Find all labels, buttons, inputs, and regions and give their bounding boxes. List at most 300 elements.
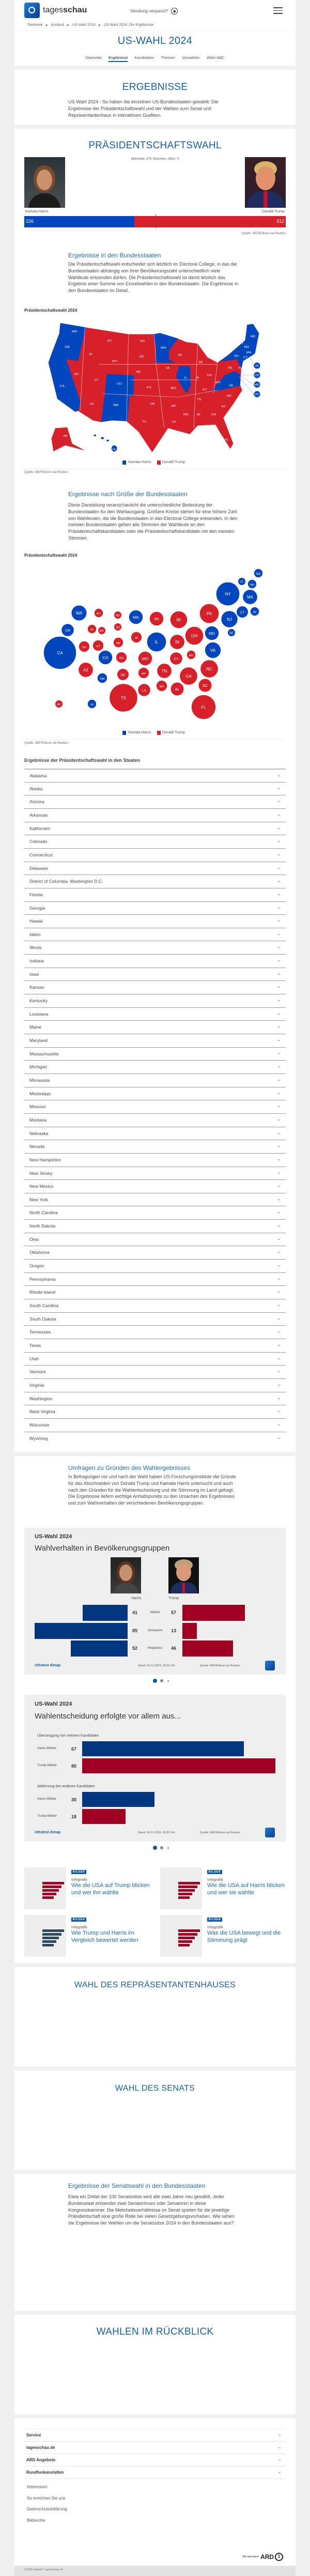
footer-link[interactable]: Bildrechte <box>27 2518 45 2523</box>
chevron-down-icon[interactable]: ⌄ <box>277 1156 281 1161</box>
trump-bar <box>182 1640 233 1657</box>
state-accordion-item[interactable] <box>24 1272 286 1286</box>
map-state-label[interactable]: WA <box>71 330 77 333</box>
state-accordion-item[interactable] <box>24 1418 286 1432</box>
legend-trump-label: Donald Trump <box>162 461 185 464</box>
state-accordion-item[interactable] <box>24 875 286 888</box>
map-state-label[interactable]: VA <box>228 384 234 388</box>
map-state-label[interactable]: VT <box>239 342 244 345</box>
map-state-label[interactable]: WI <box>178 354 182 357</box>
state-accordion-item[interactable] <box>24 769 286 782</box>
state-accordion-item[interactable] <box>24 1127 286 1140</box>
map-state-label[interactable]: KS <box>147 386 151 389</box>
state-name: Oklahoma <box>29 1250 50 1255</box>
state-accordion-item[interactable] <box>24 941 286 954</box>
state-accordion-item[interactable] <box>24 1074 286 1087</box>
chevron-down-icon[interactable]: ⌄ <box>277 998 281 1003</box>
teaser-thumbnail[interactable] <box>160 1915 202 1957</box>
map-state-label[interactable]: MN <box>161 346 166 350</box>
state-name: Kansas <box>29 985 44 990</box>
chevron-down-icon[interactable]: ⌄ <box>277 2444 282 2449</box>
bubble-label: SC <box>203 684 208 688</box>
state-accordion-item[interactable] <box>24 1259 286 1272</box>
thumbnail-bar <box>42 1885 61 1888</box>
legend-harris-label: Kamala Harris <box>128 731 151 734</box>
tagesschau-logo-icon <box>265 1828 275 1837</box>
footer-link[interactable]: Impressum <box>27 2485 48 2489</box>
state-name: South Carolina <box>29 1303 59 1308</box>
decision-value: 30 <box>71 1797 77 1802</box>
teaser-title-link[interactable]: Wie die USA auf Harris blicken und wer sie wählte <box>207 1882 285 1896</box>
chevron-down-icon[interactable]: ⌄ <box>277 984 281 989</box>
tab-ergebnisse[interactable]: Ergebnisse <box>109 55 128 62</box>
bubble-label: KY <box>174 657 179 661</box>
chevron-down-icon[interactable]: ⌄ <box>277 1183 281 1188</box>
state-accordion-item[interactable] <box>24 782 286 795</box>
voter-group-label: Harris-Wähler <box>37 1747 57 1750</box>
map-state-label[interactable]: OH <box>207 374 212 377</box>
state-accordion-item[interactable] <box>24 1392 286 1405</box>
breadcrumb-item[interactable]: Startseite <box>27 23 43 27</box>
map-state-label[interactable]: CA <box>59 384 65 388</box>
state-accordion-item[interactable] <box>24 1179 286 1193</box>
decision-section-label: Überzeugung von meinem Kandidaten <box>37 1734 99 1738</box>
bubble-label: AL <box>175 687 180 692</box>
map-state-label[interactable]: MA <box>246 350 252 355</box>
chevron-down-icon[interactable]: ⌄ <box>277 1408 281 1414</box>
state-accordion-item[interactable] <box>24 1299 286 1312</box>
chevron-down-icon[interactable]: ⌄ <box>277 1077 281 1082</box>
chevron-down-icon[interactable]: ⌄ <box>277 904 281 910</box>
map-state-label[interactable]: AK <box>63 434 68 438</box>
map-state-label[interactable]: MO <box>171 386 176 390</box>
trump-bar <box>182 1605 245 1621</box>
teaser-badge: BILDER <box>71 1918 86 1922</box>
decision-value: 67 <box>71 1746 77 1752</box>
state-accordion-item[interactable] <box>24 1193 286 1206</box>
teaser-title-link[interactable]: Wie die USA auf Trump blicken und wer ihn wählte <box>71 1882 150 1896</box>
chevron-down-icon[interactable]: ⌄ <box>277 1223 281 1228</box>
state-name: North Dakota <box>29 1223 56 1229</box>
map-state-label[interactable]: OK <box>150 402 155 406</box>
map-state-label[interactable]: SD <box>139 355 144 359</box>
state-accordion-item[interactable] <box>24 928 286 941</box>
map-state-label[interactable]: PA <box>227 366 233 370</box>
map-state-label[interactable]: IL <box>184 376 188 380</box>
chevron-down-icon[interactable]: ⌄ <box>277 1382 281 1387</box>
thumbnail-bar <box>42 1896 54 1899</box>
bubble-label: NJ <box>227 617 232 622</box>
teaser-badge: BILDER <box>71 1870 86 1874</box>
state-name: District of Columbia, Washington D.C. <box>29 879 103 884</box>
bubble-chart-label: Präsidentschaftswahl 2024 <box>24 553 78 558</box>
map-state-label[interactable]: KY <box>203 388 207 392</box>
chevron-down-icon[interactable]: ⌄ <box>277 1249 281 1254</box>
state-accordion-item[interactable] <box>24 1034 286 1047</box>
bubble-label: UT <box>96 645 100 648</box>
state-name: Nebraska <box>29 1130 49 1136</box>
map-state-label[interactable]: OR <box>65 345 70 349</box>
chevron-down-icon[interactable]: ⌄ <box>277 785 281 790</box>
footer-accordion-tagesschau-de[interactable] <box>24 2442 286 2454</box>
map-state-label[interactable]: AR <box>171 404 176 408</box>
state-name: New Jersey <box>29 1170 53 1176</box>
harris-bar <box>71 1640 128 1657</box>
harris-value: 41 <box>132 1610 138 1615</box>
state-accordion-item[interactable] <box>24 862 286 875</box>
state-accordion-item[interactable] <box>24 1007 286 1021</box>
chevron-down-icon[interactable]: ⌄ <box>277 1329 281 1334</box>
chevron-down-icon[interactable]: ⌄ <box>277 1209 281 1215</box>
carousel-dot[interactable] <box>160 1846 163 1849</box>
map-state-label[interactable]: MT <box>107 339 113 343</box>
thumbnail-bar <box>178 1944 190 1946</box>
carousel-dot[interactable] <box>160 1679 163 1682</box>
chevron-down-icon[interactable]: ⌄ <box>277 1170 281 1175</box>
chevron-down-icon[interactable]: ⌄ <box>277 1289 281 1294</box>
legend-trump-label: Donald Trump <box>162 731 185 734</box>
map-state-label[interactable]: NM <box>113 403 119 407</box>
chevron-down-icon[interactable]: ⌄ <box>277 918 281 923</box>
bubble-label: ND <box>116 614 120 618</box>
state-name: Colorado <box>29 839 48 845</box>
bubble-label: TX <box>120 696 127 700</box>
map-state-label[interactable]: AZ <box>89 402 95 406</box>
bubble-label: MI <box>176 618 181 622</box>
chevron-down-icon[interactable]: ⌄ <box>277 1103 281 1109</box>
survey-panel-decision[interactable] <box>24 1695 286 1842</box>
senate-states-text: Etwa ein Drittel der 100 Senatssitze wird alle zwei Jahre neu gewählt. Jeder Bundesstaat entsendet zwei Senatorinnen oder Senatoren in diese Kongresskammer. Die Mehrheitsverhältnisse im Senat spielen für die jeweilige Präsidentschaft eine große Rolle bei vielen Gesetzgebungsvorhaben. Wie sehen die Ergebnisse der Wahlen um die Senatssitze 2024 in den Bundesstaaten aus? <box>68 2194 235 2226</box>
trump-bar <box>182 1623 197 1639</box>
ard-slogan: Wir sind deins. <box>242 2555 260 2558</box>
map-state-label[interactable]: RI <box>255 364 259 368</box>
carousel-dot-active[interactable] <box>153 1679 157 1683</box>
tab-themen[interactable]: Themen <box>161 55 175 60</box>
state-accordion-item[interactable] <box>24 1047 286 1061</box>
chevron-down-icon[interactable]: ⌄ <box>277 971 281 976</box>
chevron-down-icon[interactable]: ⌄ <box>277 891 281 896</box>
map-chart-label: Präsidentschaftswahl 2024 <box>24 308 78 313</box>
state-name: Idaho <box>29 931 41 937</box>
thumbnail-bar <box>42 1929 64 1932</box>
bubble-label: MT <box>97 612 101 616</box>
state-accordion-item[interactable] <box>24 1100 286 1113</box>
ard-logo[interactable] <box>242 2553 283 2561</box>
map-state-label[interactable]: GA <box>211 413 216 417</box>
chevron-down-icon[interactable]: ⌄ <box>277 865 281 870</box>
state-name: Rhode Island <box>29 1290 56 1295</box>
survey-text: In Befragungen vor und nach der Wahl haben US-Forschungsinstitute die Gründe für das Abschneiden von Donald Trump und Kamala Harris untersucht und auch nach den Gründen für die Wahlentscheidung und die Stimmung im Land gefragt. Die Ergebnisse liefern wichtige Anhaltspunkte zu den Ursachen des Ergebnisses und zum Wahlverhalten der verschiedenen Bevölkerungsgruppen. <box>68 1474 236 1506</box>
history-title: WAHLEN IM RÜCKBLICK <box>96 2326 214 2337</box>
source-note: Quelle: NEP/Edison via Reuters <box>241 232 286 235</box>
group-label: Weiße <box>150 1611 160 1614</box>
map-state-label[interactable]: MS <box>183 413 189 417</box>
chevron-down-icon[interactable]: ⌄ <box>277 2432 282 2437</box>
chevron-down-icon[interactable]: ⌄ <box>277 1435 281 1440</box>
breadcrumb-item[interactable]: Ausland <box>51 23 64 27</box>
map-state-label[interactable]: DE <box>254 374 259 377</box>
missed-show-link[interactable]: Sendung verpasst? <box>130 8 168 13</box>
state-accordion-item[interactable] <box>24 795 286 808</box>
chevron-down-icon[interactable]: ⌄ <box>277 1421 281 1427</box>
state-name: Virginia <box>29 1382 44 1388</box>
map-state-label[interactable]: FL <box>225 438 229 442</box>
bubble-label: NH <box>250 584 254 587</box>
map-state-label[interactable]: ME <box>250 334 256 339</box>
state-name: Indiana <box>29 958 44 964</box>
footer-accordion-ard-angebote[interactable] <box>24 2454 286 2466</box>
state-name: Louisiana <box>29 1011 49 1017</box>
state-accordion-item[interactable] <box>24 1233 286 1246</box>
state-accordion-item[interactable] <box>24 1378 286 1392</box>
state-accordion-item[interactable] <box>24 1153 286 1167</box>
chevron-down-icon[interactable]: ⌄ <box>277 811 281 817</box>
trump-photo <box>168 1557 199 1593</box>
state-accordion-item[interactable] <box>24 954 286 968</box>
tab-vorwahlen[interactable]: Vorwahlen <box>181 55 200 60</box>
state-accordion-item[interactable] <box>24 1325 286 1339</box>
map-state-label[interactable]: SC <box>221 405 226 408</box>
chevron-down-icon[interactable]: ⌄ <box>277 851 281 856</box>
map-state-label[interactable]: HI <box>112 448 116 451</box>
state-accordion-item[interactable] <box>24 888 286 901</box>
bubble-label: OK <box>120 673 126 677</box>
chevron-down-icon[interactable]: ⌄ <box>277 958 281 963</box>
state-accordion-item[interactable] <box>24 1167 286 1180</box>
trump-name: Donald Trump <box>262 210 285 213</box>
state-accordion-item[interactable] <box>24 1339 286 1352</box>
bubble-label: KS <box>119 657 123 660</box>
carousel-dot-active[interactable] <box>153 1846 157 1850</box>
state-name: North Carolina <box>29 1210 58 1216</box>
thumbnail-bar <box>178 1929 200 1932</box>
state-name: Arkansas <box>29 812 48 818</box>
bubble-label: IA <box>135 637 138 640</box>
chevron-down-icon[interactable]: ⌄ <box>277 1302 281 1307</box>
state-name: Hawaii <box>29 918 43 924</box>
state-bubble-chart[interactable] <box>0 0 310 734</box>
state-name: Tennessee <box>29 1329 51 1335</box>
map-state-label[interactable]: NV <box>74 373 79 376</box>
map-state-label[interactable]: NH <box>244 345 249 349</box>
chevron-down-icon[interactable]: ⌄ <box>277 838 281 844</box>
breadcrumb-separator-icon: ▶ <box>45 24 48 27</box>
logo-light: tages <box>43 6 64 14</box>
state-accordion-item[interactable] <box>24 822 286 835</box>
map-state-label[interactable]: TN <box>196 397 202 402</box>
chevron-down-icon[interactable]: ⌄ <box>277 2457 282 2462</box>
teaser-kicker: Infografik <box>207 1877 223 1882</box>
state-accordion-item[interactable] <box>24 848 286 862</box>
states-heading: Ergebnisse in den Bundesstaaten <box>68 252 161 259</box>
state-name: Alaska <box>29 786 43 791</box>
map-state-label[interactable]: AL <box>196 413 201 417</box>
footer-accordion-rundfunkanstalten[interactable] <box>24 2466 286 2479</box>
map-state-label[interactable]: MI <box>198 361 203 364</box>
survey-panel-groups[interactable] <box>24 1528 286 1675</box>
harris-photo <box>111 1557 141 1593</box>
map-state-label[interactable]: ID <box>89 352 92 356</box>
map-state-label[interactable]: NE <box>136 370 141 374</box>
chevron-down-icon[interactable]: ⌄ <box>277 1024 281 1029</box>
chevron-down-icon[interactable]: ⌄ <box>277 1090 281 1095</box>
bubble-label: SD <box>116 626 120 630</box>
map-state-label[interactable]: MD <box>254 383 260 387</box>
harris-bar <box>35 1623 128 1639</box>
state-name: Illinois <box>29 945 42 950</box>
state-name: Oregon <box>29 1263 44 1269</box>
chevron-down-icon[interactable]: ⌄ <box>277 1196 281 1201</box>
state-accordion-item[interactable] <box>24 1312 286 1326</box>
state-accordion-item[interactable] <box>24 808 286 822</box>
chevron-down-icon[interactable]: ⌄ <box>277 1236 281 1241</box>
tab-startseite[interactable]: Startseite <box>85 55 102 60</box>
state-name: Massachusetts <box>29 1051 59 1056</box>
state-accordion-item[interactable] <box>24 1405 286 1418</box>
tab-wahl-abc[interactable]: Wahl-ABC <box>206 55 225 60</box>
map-state-label[interactable]: WV <box>215 381 221 385</box>
map-state-label[interactable]: NY <box>234 354 239 358</box>
trump-electoral-votes: 312 <box>276 219 284 224</box>
voter-group-label: Trump-Wähler <box>37 1764 57 1767</box>
state-accordion-item[interactable] <box>24 1060 286 1074</box>
thumbnail-bar <box>42 1933 61 1936</box>
thumbnail-bar <box>42 1937 59 1939</box>
teaser-thumbnail[interactable] <box>24 1915 66 1957</box>
house-title: WAHL DES REPRÄSENTANTENHAUSES <box>74 1981 236 1989</box>
state-accordion-item[interactable] <box>24 980 286 994</box>
teaser-title-link[interactable]: Wie Trump und Harris im Vergleich bewertet werden <box>71 1930 138 1943</box>
state-accordion-item[interactable] <box>24 901 286 915</box>
state-name: New Mexico <box>29 1184 54 1189</box>
chevron-down-icon[interactable]: ⌄ <box>277 1276 281 1281</box>
map-state-label[interactable]: IN <box>196 376 199 380</box>
chevron-down-icon[interactable]: ⌄ <box>277 1037 281 1042</box>
state-name: Maine <box>29 1024 42 1030</box>
bubble-label: ME <box>256 573 261 576</box>
state-list-heading: Ergebnisse der Präsidentschaftswahl in den Staaten <box>24 758 141 763</box>
state-accordion-item[interactable] <box>24 1365 286 1378</box>
chevron-down-icon[interactable]: ⌄ <box>277 1395 281 1400</box>
carousel-dot[interactable] <box>167 1680 169 1682</box>
chevron-down-icon[interactable]: ⌄ <box>277 799 281 804</box>
divider <box>24 739 286 740</box>
state-accordion-item[interactable] <box>24 1352 286 1366</box>
breadcrumb-item[interactable]: US-Wahl 2024 <box>72 23 96 27</box>
footer-link[interactable]: Datenschutzerklärung <box>27 2507 67 2512</box>
footer-accordion-label: Rundfunkanstalten <box>26 2470 64 2475</box>
state-accordion-item[interactable] <box>24 1087 286 1100</box>
map-state-label[interactable]: IA <box>166 366 169 370</box>
bubble-label: AK <box>57 703 61 707</box>
map-state-label[interactable]: LA <box>172 420 176 424</box>
chevron-down-icon[interactable]: ⌄ <box>277 1355 281 1360</box>
chevron-down-icon[interactable]: ⌄ <box>277 1315 281 1321</box>
footer-accordion-label: tagesschau.de <box>26 2445 55 2450</box>
map-state-label[interactable]: WY <box>112 360 118 363</box>
thumbnail-bar <box>42 1944 54 1946</box>
trump-value: 13 <box>171 1628 177 1633</box>
state-accordion-item[interactable] <box>24 1206 286 1219</box>
legend-trump-swatch <box>157 731 161 735</box>
bubble-label: AZ <box>83 668 89 672</box>
map-state-label[interactable]: CO <box>117 382 122 386</box>
majority-text: Mehrheit: 270 Stimmen, offen: 0 <box>131 157 179 161</box>
bubble-label: TN <box>161 669 167 673</box>
map-state-label[interactable]: NJ <box>238 366 243 370</box>
state-accordion-item[interactable] <box>24 1246 286 1259</box>
map-state-label[interactable]: CT <box>243 356 248 359</box>
chevron-down-icon[interactable]: ⌄ <box>277 1369 281 1374</box>
source-note: Quelle: NEP/Edison via Reuters <box>200 1831 240 1834</box>
thumbnail-bar <box>178 1937 195 1939</box>
state-accordion-item[interactable] <box>24 1020 286 1034</box>
map-state-label[interactable]: NC <box>227 394 232 398</box>
state-name: Kentucky <box>29 998 48 1004</box>
chevron-down-icon[interactable]: ⌄ <box>277 1130 281 1135</box>
map-state-label[interactable]: UT <box>94 378 99 382</box>
footer-accordion-service[interactable] <box>24 2429 286 2442</box>
chevron-down-icon[interactable]: ⌄ <box>277 1342 281 1347</box>
chevron-down-icon[interactable]: ⌄ <box>277 1064 281 1069</box>
state-accordion-item[interactable] <box>24 1113 286 1127</box>
state-accordion-item[interactable] <box>24 968 286 981</box>
bubble-label: VA <box>210 648 216 653</box>
map-state-label[interactable]: ND <box>140 339 145 343</box>
tab-kandidaten[interactable]: Kandidaten <box>134 55 154 60</box>
chevron-down-icon[interactable]: ⌄ <box>277 825 281 830</box>
chevron-down-icon[interactable]: ⌄ <box>277 1050 281 1055</box>
harris-bar <box>83 1605 128 1621</box>
state-accordion-item[interactable] <box>24 1285 286 1299</box>
chevron-down-icon[interactable]: ⌄ <box>277 1263 281 1268</box>
thumbnail-bar <box>42 1889 59 1892</box>
chevron-down-icon[interactable]: ⌄ <box>277 931 281 936</box>
footer-link[interactable]: So erreichen Sie uns <box>27 2495 66 2501</box>
chevron-down-icon[interactable]: ⌄ <box>277 1116 281 1122</box>
state-accordion-item[interactable] <box>24 835 286 848</box>
state-accordion-item[interactable] <box>24 1432 286 1445</box>
copyright: © ARD-aktuell / tagesschau.de <box>24 2568 63 2571</box>
state-accordion-item[interactable] <box>24 914 286 928</box>
map-state-label[interactable]: DC <box>254 393 260 396</box>
carousel-dot[interactable] <box>167 1847 169 1849</box>
teaser-kicker: Infografik <box>207 1925 223 1929</box>
teaser-thumbnail[interactable] <box>24 1867 66 1909</box>
bubble-label: CT <box>240 611 245 615</box>
map-state-label[interactable]: TX <box>142 420 147 424</box>
state-accordion-item[interactable] <box>24 1219 286 1233</box>
legend-harris-swatch <box>122 731 126 735</box>
states-text: Die Präsidentschaftswahl entscheidet sich letztlich im Electoral College, in das die Bundesstaaten abhängig von ihrer Bevölkerungszahl unterschiedlich viele Wahlleute entsenden dürfen. Die Präsidentschaftswahl ist damit letztlich das Ergebnis einer Summe von Einzelwahlen in den Bundesstaaten. Die Ergebnisse in den Bundesstaaten im Detail. <box>68 262 239 294</box>
chevron-down-icon[interactable]: ⌄ <box>277 944 281 949</box>
teaser-thumbnail[interactable] <box>160 1867 202 1909</box>
chevron-down-icon[interactable]: ⌄ <box>277 1143 281 1148</box>
bubble-label: WI <box>154 617 159 621</box>
chevron-down-icon[interactable]: ⌄ <box>277 1010 281 1016</box>
harris-electoral-votes: 226 <box>26 219 34 224</box>
teaser-title-link[interactable]: Was die USA bewegt und die Stimmung prägt <box>207 1930 281 1943</box>
state-name: New Hampshire <box>29 1157 61 1162</box>
chevron-down-icon[interactable]: ⌄ <box>277 878 281 883</box>
chevron-down-icon[interactable]: ⌄ <box>277 773 281 777</box>
thumbnail-bar <box>178 1940 192 1943</box>
state-accordion-item[interactable] <box>24 994 286 1007</box>
harris-value: 52 <box>132 1646 138 1651</box>
state-name: Montana <box>29 1117 47 1123</box>
chevron-down-icon[interactable]: ⌄ <box>277 2469 282 2474</box>
state-accordion-item[interactable] <box>24 1140 286 1153</box>
